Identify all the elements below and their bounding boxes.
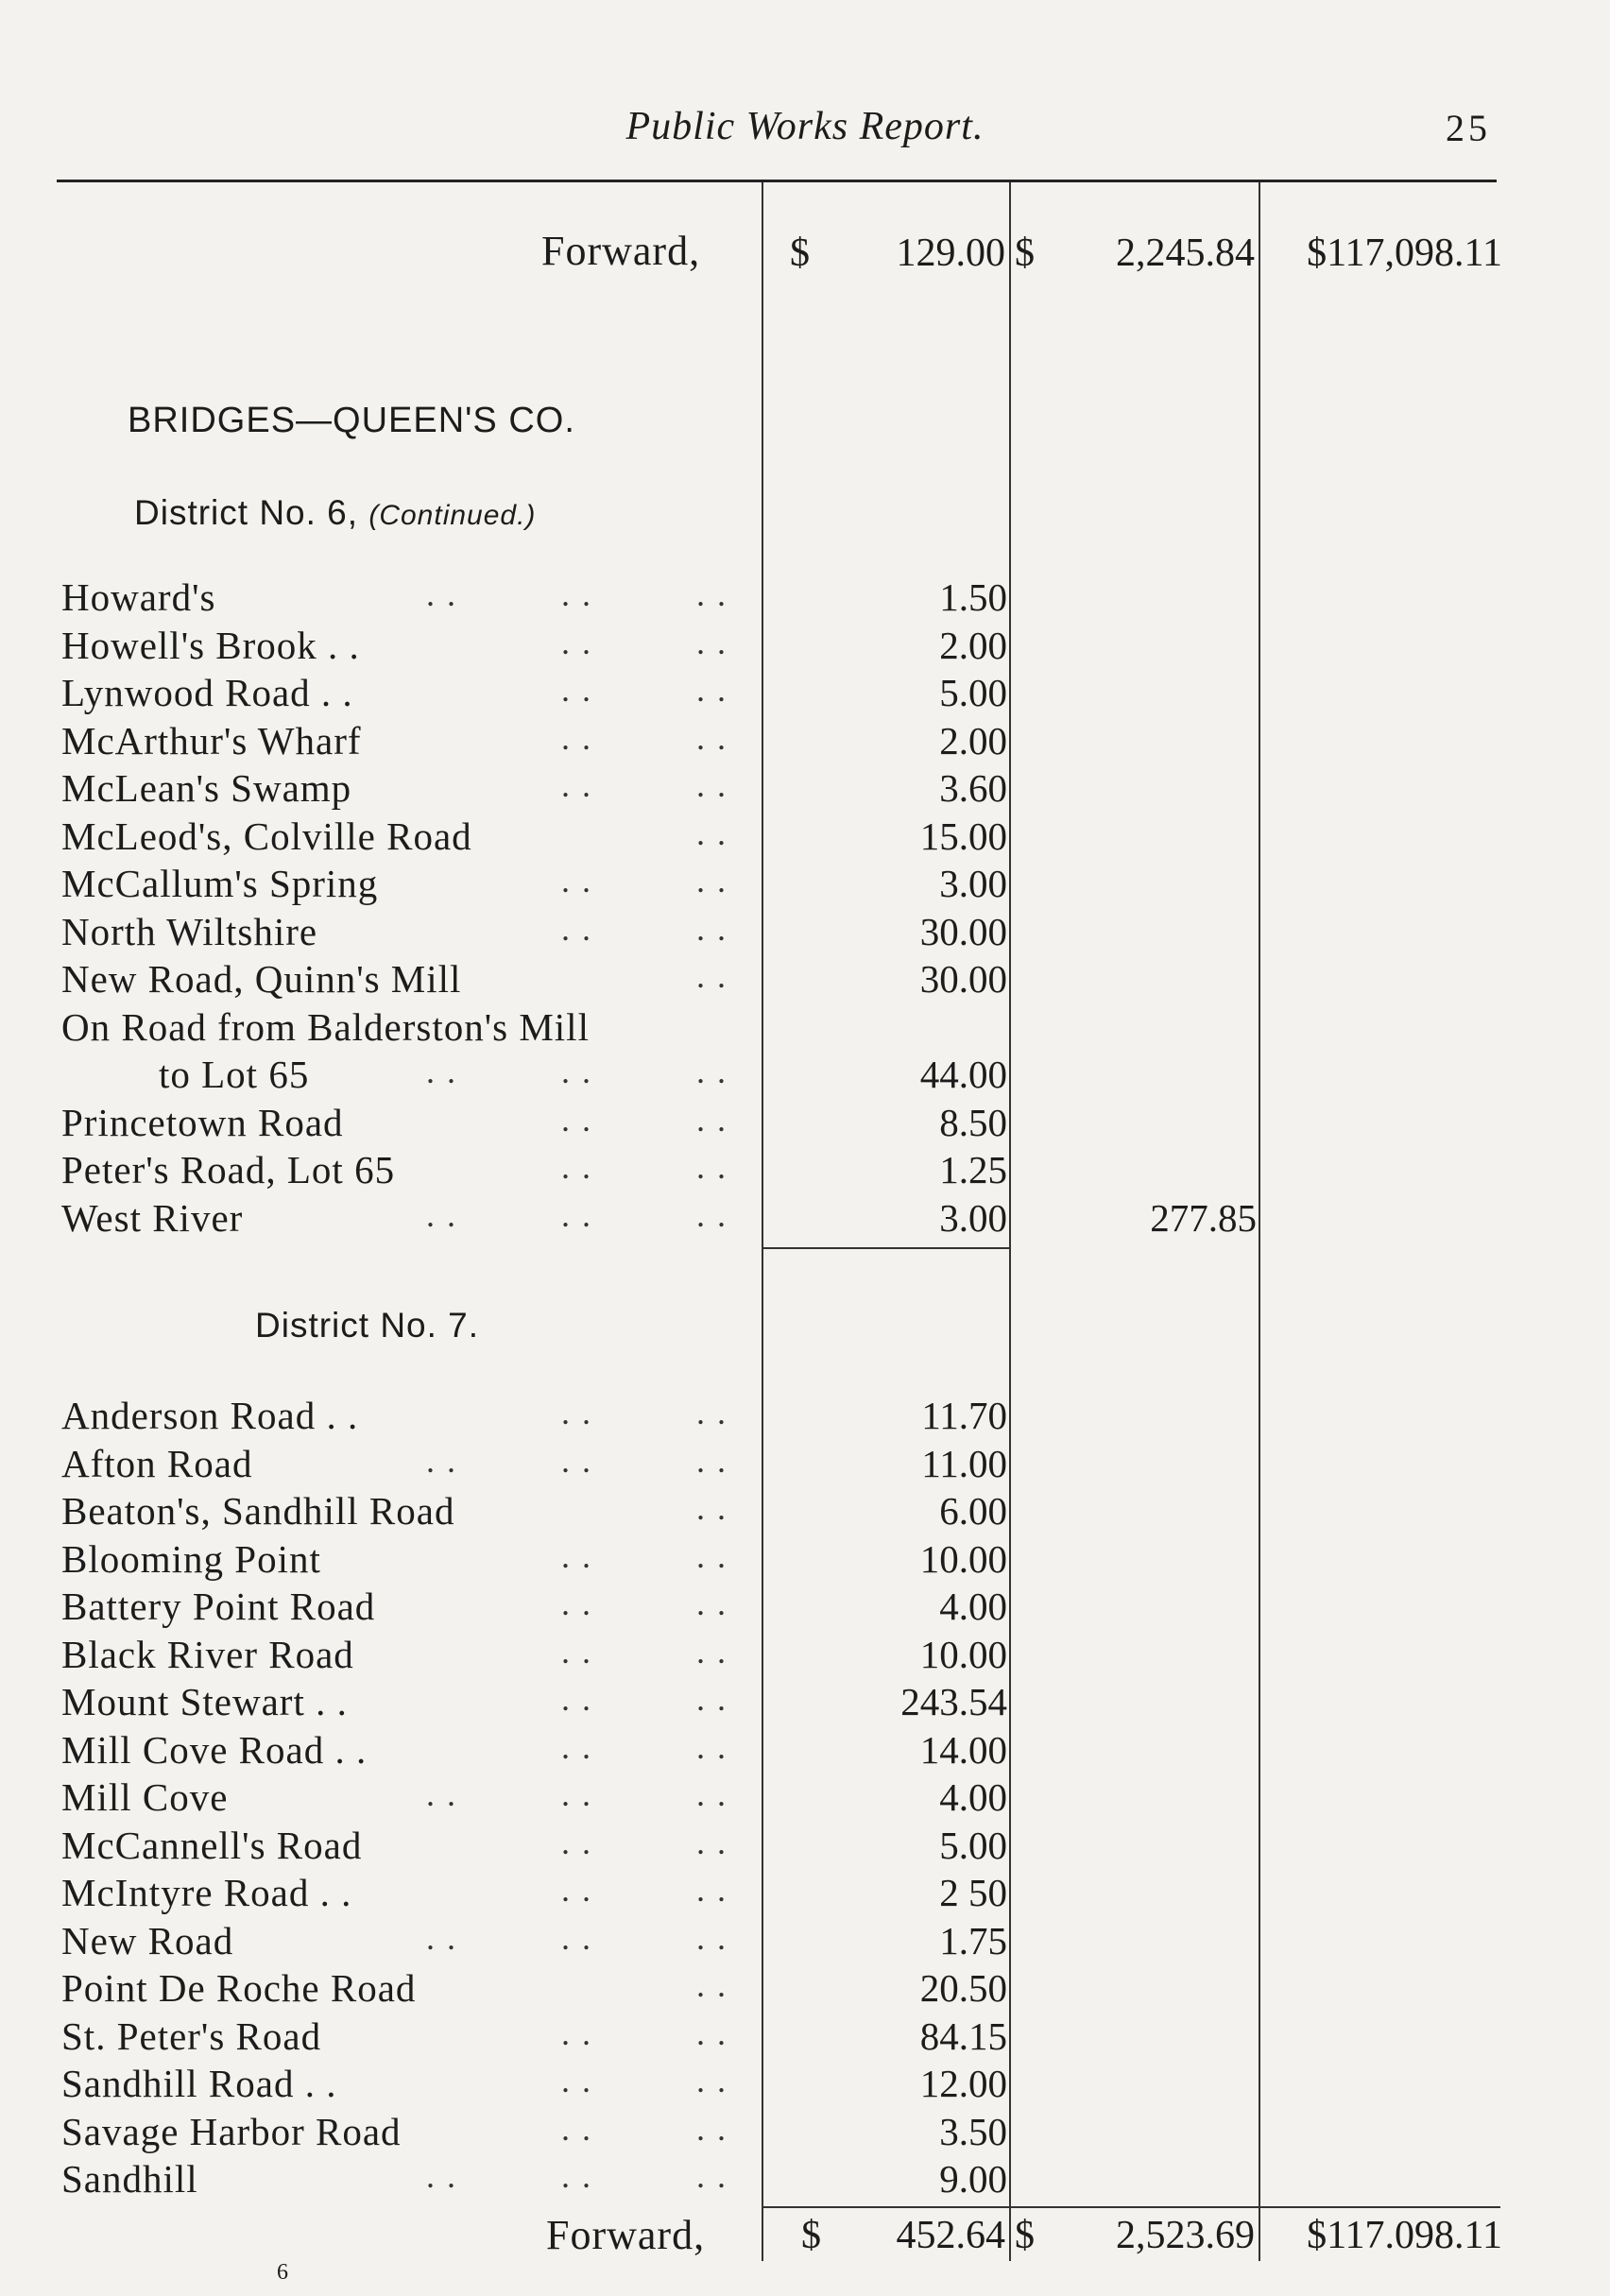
leader-dots: . . [696, 1966, 728, 2004]
ledger-item-name: Battery Point Road [61, 1585, 376, 1628]
ledger-row [0, 2109, 1610, 2156]
ledger-item-name: North Wiltshire [61, 909, 318, 953]
ledger-row [0, 1918, 1610, 1965]
forward-top-dollar-2: $ [1015, 231, 1035, 275]
ledger-row [0, 1195, 1610, 1242]
forward-top-dollar-1: $ [790, 231, 810, 275]
leader-dots: . . . . . . [426, 1918, 728, 1957]
ledger-item-name: McLeod's, Colville Road [61, 814, 472, 858]
ledger-item-amount: 2 50 [939, 1871, 1007, 1914]
ledger-row [0, 1536, 1610, 1584]
forward-top-col1: 129.00 [896, 231, 1005, 275]
ledger-item-name: Howard's [61, 575, 216, 619]
ledger-item-name: McCallum's Spring [61, 862, 379, 905]
ledger-item-name: Lynwood Road . . [61, 671, 353, 714]
ledger-row [0, 1774, 1610, 1822]
page-header-title: Public Works Report. [625, 105, 985, 148]
leader-dots: . . . . [561, 1100, 728, 1139]
leader-dots: . . . . [561, 1394, 728, 1431]
district-7-title: District No. 7. [255, 1306, 480, 1345]
ledger-row [0, 1441, 1610, 1488]
ledger-item-amount: 11.00 [921, 1441, 1007, 1485]
ledger-row [0, 1823, 1610, 1870]
ledger-item-name: West River [61, 1195, 244, 1240]
leader-dots: . . . . [561, 1585, 728, 1622]
page-number: 25 [1446, 107, 1491, 149]
ledger-item-amount: 30.00 [919, 909, 1007, 953]
ledger-item-amount: 1.75 [939, 1918, 1007, 1962]
ledger-row [0, 2156, 1610, 2203]
ledger-item-amount: 3.00 [939, 1195, 1007, 1240]
ledger-item-amount: 84.15 [919, 2013, 1007, 2058]
forward-bottom-col2: 2,523.69 [1116, 2214, 1255, 2257]
leader-dots: . . . . [561, 1632, 728, 1671]
ledger-item-amount: 15.00 [919, 814, 1007, 858]
ledger-item-name: Sandhill Road . . [61, 2062, 337, 2105]
ledger-item-amount: 3.60 [939, 766, 1007, 810]
ledger-item-amount: 1.25 [939, 1148, 1007, 1191]
ledger-item-amount: 30.00 [919, 957, 1007, 1001]
ledger-item-amount: 3.00 [939, 862, 1007, 905]
header-rule [57, 180, 1497, 182]
leader-dots: . . . . [561, 1823, 728, 1861]
ledger-item-name: to Lot 65 [159, 1053, 310, 1096]
leader-dots: . . . . [561, 1727, 728, 1766]
ledger-item-name: Princetown Road [61, 1100, 344, 1144]
ledger-row [0, 814, 1610, 861]
leader-dots: . . . . [561, 623, 728, 661]
ledger-item-amount: 2.00 [939, 718, 1007, 762]
ledger-item-name: Mill Cove [61, 1775, 229, 1819]
ledger-item-name: McLean's Swamp [61, 766, 352, 810]
leader-dots: . . . . . . [426, 1775, 728, 1813]
ledger-item-name: Mill Cove Road . . [61, 1727, 368, 1772]
forward-top-col2: 2,245.84 [1116, 231, 1255, 275]
ledger-item-name: Black River Road [61, 1632, 354, 1676]
ledger-row [0, 623, 1610, 670]
ledger-row [0, 909, 1610, 956]
ledger-item-amount: 1.50 [939, 575, 1007, 619]
ledger-item-amount: 4.00 [939, 1775, 1007, 1819]
ledger-row [0, 718, 1610, 765]
ledger-item-amount: 44.00 [919, 1053, 1007, 1096]
leader-dots: . . . . [561, 2109, 728, 2148]
ledger-row [0, 2013, 1610, 2061]
ledger-item-name: Blooming Point [61, 1536, 321, 1581]
leader-dots: . . . . [561, 766, 728, 804]
ledger-item-name: Afton Road [61, 1441, 253, 1485]
leader-dots: . . . . [561, 1871, 728, 1909]
ledger-item-name: Peter's Road, Lot 65 [61, 1148, 396, 1191]
ledger-item-amount: 8.50 [939, 1100, 1007, 1144]
leader-dots: . . . . . . [426, 575, 728, 613]
district-6-note: (Continued.) [368, 500, 537, 531]
leader-dots: . . . . [561, 718, 728, 757]
ledger-row [0, 2061, 1610, 2108]
leader-dots: . . . . [561, 2013, 728, 2052]
ledger-row [0, 1679, 1610, 1726]
ledger-item-amount: 5.00 [939, 1823, 1007, 1867]
bottom-total-rule [763, 2206, 1500, 2208]
ledger-item-name: McArthur's Wharf [61, 718, 362, 762]
leader-dots: . . . . . . [426, 2157, 728, 2195]
leader-dots: . . . . [561, 1148, 728, 1186]
ledger-row [0, 1965, 1610, 2013]
ledger-item-name: McCannell's Road [61, 1823, 363, 1867]
ledger-row [0, 861, 1610, 908]
leader-dots: . . . . [561, 1536, 728, 1575]
leader-dots: . . . . [561, 2062, 728, 2099]
district-subtotal: 277.85 [1150, 1195, 1257, 1240]
forward-bottom-col1: 452.64 [896, 2214, 1005, 2257]
forward-label-bottom: Forward, [546, 2212, 706, 2258]
leader-dots: . . . . [561, 671, 728, 709]
ledger-item-amount: 3.50 [939, 2109, 1007, 2153]
forward-top-col3: $117,098.11 [1307, 231, 1502, 275]
ledger-item-name: Beaton's, Sandhill Road [61, 1489, 455, 1533]
ledger-item-name: Anderson Road . . [61, 1394, 359, 1437]
leader-dots: . . . . [561, 909, 728, 948]
ledger-row [0, 1870, 1610, 1917]
district-6-label: District No. 6, [134, 493, 359, 532]
leader-dots: . . . . [561, 862, 728, 900]
ledger-item-name: Mount Stewart . . [61, 1680, 348, 1723]
ledger-row [0, 1727, 1610, 1774]
ledger-row [0, 1488, 1610, 1535]
ledger-item-amount: 20.50 [919, 1966, 1007, 2010]
forward-bottom-col3: $117.098.11 [1307, 2214, 1502, 2257]
ledger-row [0, 765, 1610, 813]
ledger-item-name: On Road from Balderston's Mill [61, 1004, 590, 1049]
ledger-item-name: Savage Harbor Road [61, 2109, 402, 2153]
ledger-item-name: St. Peter's Road [61, 2013, 322, 2058]
forward-bottom-dollar-1: $ [801, 2214, 821, 2257]
ledger-item-amount: 12.00 [919, 2062, 1007, 2105]
ledger-row [0, 1100, 1610, 1147]
section-title: BRIDGES—QUEEN'S CO. [128, 401, 575, 440]
leader-dots: . . . . . . [426, 1441, 728, 1480]
leader-dots: . . . . . . [426, 1195, 728, 1234]
ledger-item-amount: 9.00 [939, 2157, 1007, 2201]
ledger-row [0, 574, 1610, 622]
ledger-item-name: New Road, Quinn's Mill [61, 957, 462, 1001]
ledger-row [0, 956, 1610, 1003]
ledger-row [0, 1632, 1610, 1679]
ledger-item-name: Sandhill [61, 2157, 198, 2201]
ledger-item-name: Point De Roche Road [61, 1966, 417, 2010]
ledger-item-amount: 11.70 [921, 1394, 1007, 1437]
district-6-title [134, 493, 536, 533]
leader-dots: . . [696, 957, 728, 995]
forward-label-top: Forward, [541, 228, 701, 274]
ledger-row [0, 1393, 1610, 1440]
ledger-row [0, 1147, 1610, 1194]
ledger-item-amount: 14.00 [919, 1727, 1007, 1772]
leader-dots: . . . . [561, 1680, 728, 1718]
leader-dots: . . [696, 1489, 728, 1527]
ledger-item-amount: 10.00 [919, 1536, 1007, 1581]
ledger-item-amount: 243.54 [900, 1680, 1007, 1723]
printer-signature-mark: 6 [277, 2260, 288, 2285]
ledger-row [0, 1584, 1610, 1631]
ledger-item-name: Howell's Brook . . [61, 623, 360, 667]
ledger-item-name: McIntyre Road . . [61, 1871, 352, 1914]
ledger-item-amount: 10.00 [919, 1632, 1007, 1676]
leader-dots: . . [696, 814, 728, 852]
ledger-row [0, 1052, 1610, 1099]
ledger-item-name: New Road [61, 1918, 234, 1962]
ledger-item-amount: 4.00 [939, 1585, 1007, 1628]
ledger-row [0, 1004, 1610, 1052]
ledger-item-amount: 5.00 [939, 671, 1007, 714]
ledger-item-amount: 2.00 [939, 623, 1007, 667]
district-6-subtotal-rule [763, 1247, 1009, 1249]
forward-bottom-dollar-2: $ [1015, 2214, 1035, 2257]
ledger-item-amount: 6.00 [939, 1489, 1007, 1533]
ledger-row [0, 670, 1610, 717]
leader-dots: . . . . . . [426, 1053, 728, 1090]
